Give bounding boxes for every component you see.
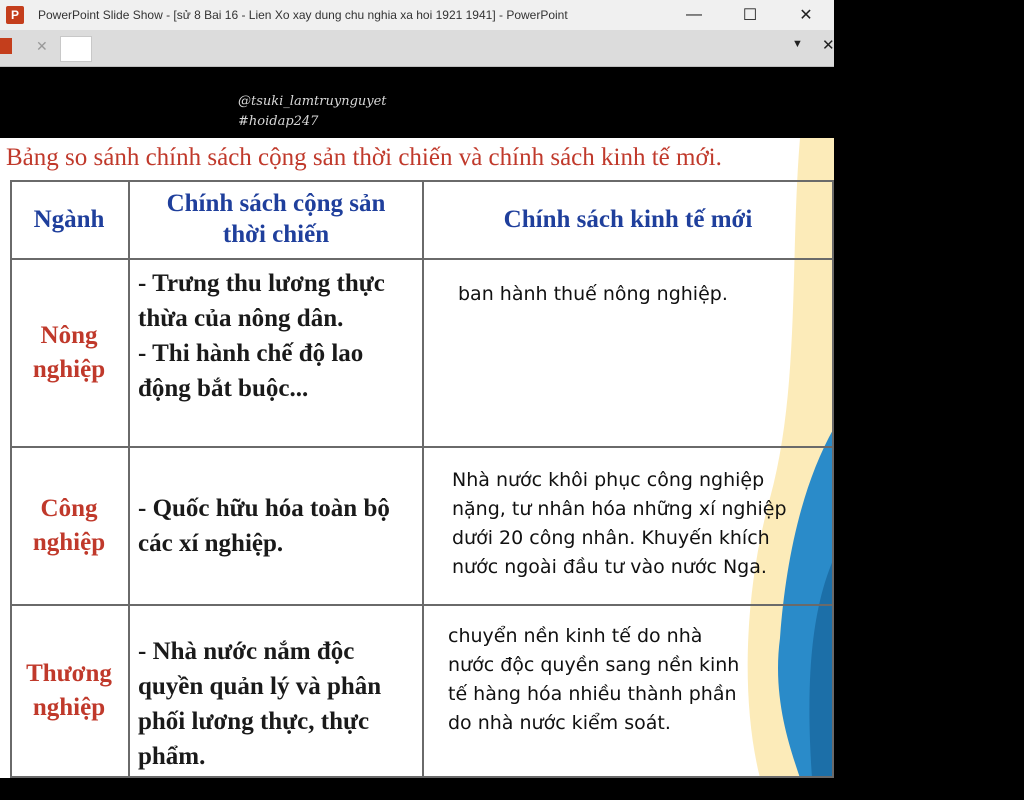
nep-industry: Nhà nước khôi phục công nghiệp nặng, tư nhân hóa những xí nghiệp dưới 20 công nhân. Khuyến khích nước ngoài đầu tư vào nước Nga.: [424, 448, 834, 606]
nep-commerce: chuyển nền kinh tế do nhà nước độc quyền sang nền kinh tế hàng hóa nhiều thành phần do nhà nước kiểm soát.: [424, 606, 834, 778]
maximize-button[interactable]: ☐: [742, 7, 758, 24]
sector-industry: Công nghiệp: [10, 448, 130, 606]
window-title: PowerPoint Slide Show - [sử 8 Bai 16 - Lien Xo xay dung chu nghia xa hoi 1921 1941] - PowerPoint: [38, 8, 568, 22]
policy-item: - Quốc hữu hóa toàn bộ các xí nghiệp.: [138, 495, 390, 557]
header-sector: Ngành: [10, 180, 130, 260]
close-icon[interactable]: ✕: [822, 37, 835, 54]
slideshow-toolbar: [0, 30, 834, 67]
slide-title: Bảng so sánh chính sách cộng sản thời chiến và chính sách kinh tế mới.: [6, 144, 722, 171]
slide-field[interactable]: [60, 36, 92, 62]
war-policy-agriculture: [130, 260, 424, 448]
powerpoint-icon: P: [6, 6, 24, 24]
policy-item: - Thi hành chế độ lao động bắt buộc...: [138, 340, 364, 402]
minimize-button[interactable]: —: [686, 6, 702, 23]
watermark-tag: #hoidap247: [238, 114, 319, 129]
watermark: [238, 92, 387, 132]
header-war-communism: Chính sách cộng sản thời chiến: [130, 180, 424, 260]
policy-item: - Trưng thu lương thực thừa của nông dân.: [138, 270, 385, 332]
powerpoint-icon: [0, 38, 12, 54]
watermark-handle: @tsuki_lamtruynguyet: [238, 94, 387, 109]
nep-agriculture: ban hành thuế nông nghiệp.: [424, 260, 834, 448]
chevron-down-icon[interactable]: ▼: [792, 38, 803, 50]
window-titlebar: [0, 0, 834, 30]
sector-agriculture: Nông nghiệp: [10, 260, 130, 448]
close-icon[interactable]: ✕: [36, 38, 48, 54]
sector-commerce: Thương nghiệp: [10, 606, 130, 778]
comparison-table: [10, 180, 834, 778]
war-policy-industry: [130, 448, 424, 606]
header-new-economic-policy: Chính sách kinh tế mới: [424, 180, 834, 260]
close-button[interactable]: ✕: [799, 7, 813, 24]
slide: [0, 138, 834, 778]
policy-item: - Nhà nước nắm độc quyền quản lý và phân phối lương thực, thực phẩm.: [138, 638, 382, 770]
window-controls: [666, 0, 834, 30]
war-policy-commerce: [130, 606, 424, 778]
